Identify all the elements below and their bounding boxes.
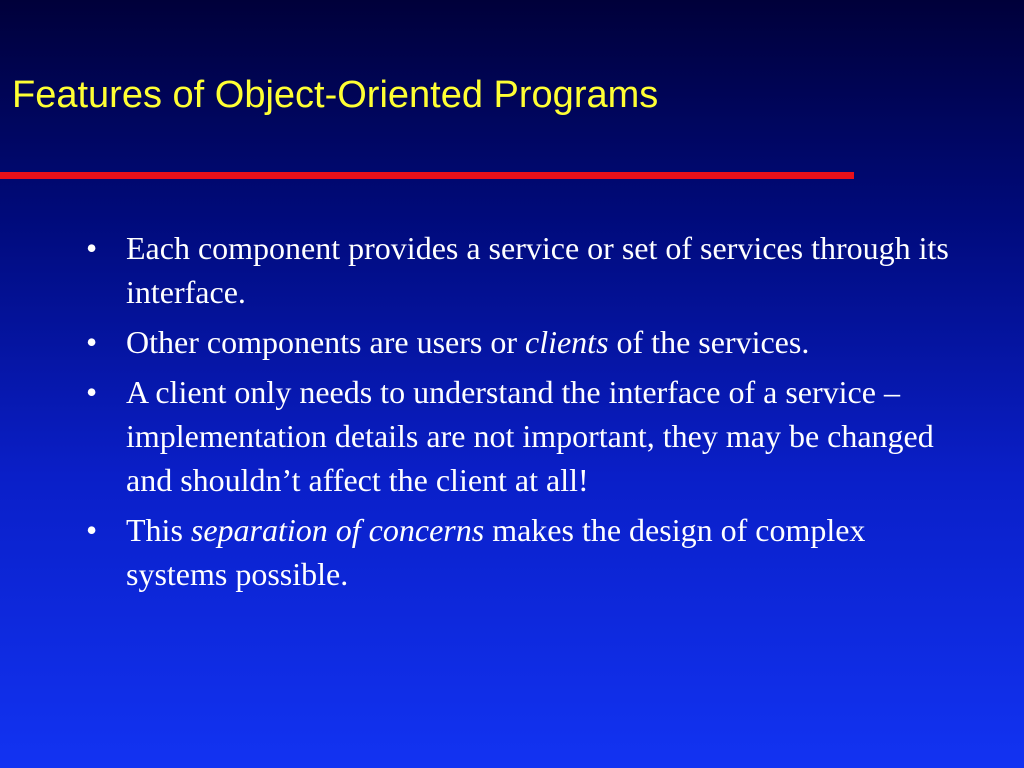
bullet-text: A client only needs to understand the interface of a service – implementation details are not important, they may be changed and shouldn’t affect the client at all! <box>126 374 934 498</box>
bullet-text: Other components are users or clients of the services. <box>126 324 810 360</box>
bullet-item-1 <box>86 226 966 314</box>
slide-title: Features of Object-Oriented Programs <box>12 74 659 116</box>
bullet-text: Each component provides a service or set of services through its interface. <box>126 230 949 310</box>
bullet-item-2 <box>86 320 966 364</box>
title-divider <box>0 172 854 179</box>
bullet-marker: • <box>86 324 98 360</box>
bullet-marker: • <box>86 512 98 548</box>
emphasis-clients: clients <box>524 324 609 360</box>
emphasis-separation-of-concerns: separation of concerns <box>190 512 485 548</box>
bullet-list <box>86 226 966 602</box>
bullet-item-4 <box>86 508 966 596</box>
bullet-text: This separation of concerns makes the design of complex systems possible. <box>126 512 866 592</box>
bullet-marker: • <box>86 374 98 410</box>
bullet-item-3 <box>86 370 966 502</box>
bullet-marker: • <box>86 230 98 266</box>
